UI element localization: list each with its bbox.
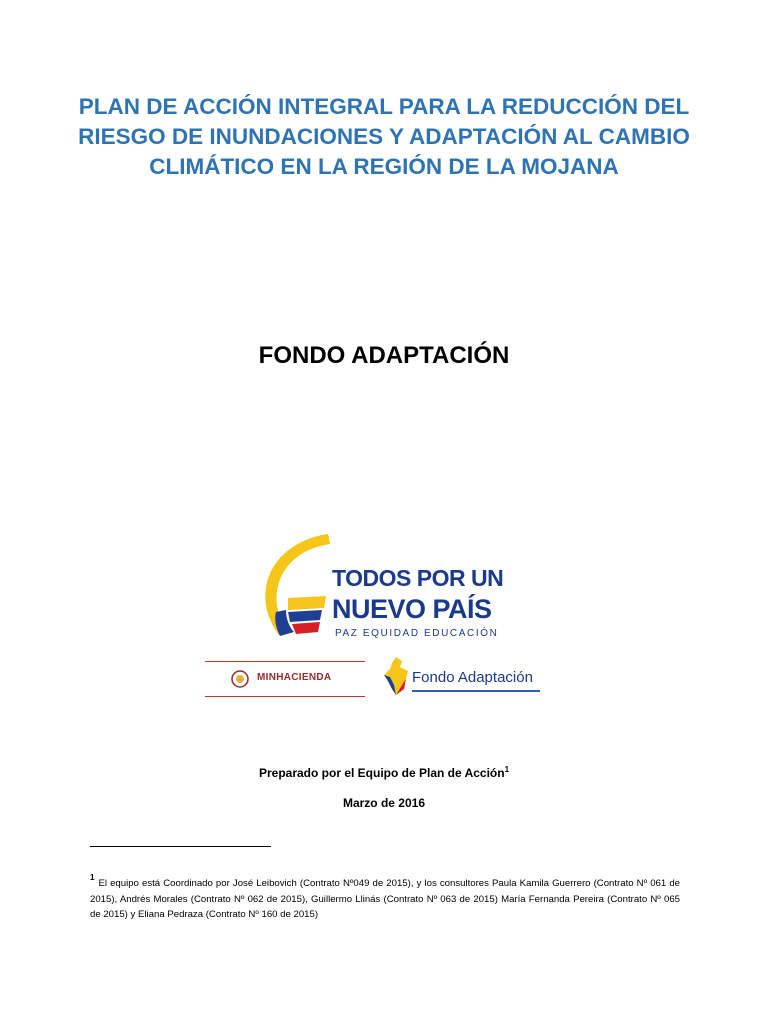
- footnote-text: El equipo está Coordinado por José Leibovich (Contrato Nº049 de 2015), y los consultores Paula Kamila Guerrero (Contrato Nº 061 de 2015), Andrés Morales (Contrato Nº 062 de 2015), Guillermo Llinás (Contrato Nº 063 de 2015) María Fernanda Pereira (Contrato Nº 065 de 2015) y Eliana Pedraza (Contrato Nº 160 de 2015): [90, 878, 680, 920]
- prepared-by: [0, 765, 768, 780]
- document-date: Marzo de 2016: [342, 796, 426, 810]
- fondo-adaptacion-label: Fondo Adaptación: [412, 669, 533, 686]
- fondo-underline: [412, 690, 540, 692]
- document-title: [60, 92, 708, 182]
- slogan-line-3: PAZ EQUIDAD EDUCACIÓN: [335, 628, 499, 639]
- fondo-adaptacion-logo: [382, 655, 542, 700]
- footnote-reference: 1: [504, 765, 510, 774]
- slogan-line-1: TODOS POR UN: [332, 565, 504, 591]
- colombia-map-icon: [382, 655, 412, 699]
- title-line-3: CLIMÁTICO EN LA REGIÓN DE LA MOJANA: [149, 154, 619, 179]
- footnote: [90, 870, 680, 923]
- slogan-line-2: NUEVO PAÍS: [332, 594, 492, 624]
- footnote-mark: 1: [90, 873, 95, 882]
- minhacienda-logo: [205, 661, 365, 697]
- footnote-separator: [90, 846, 271, 847]
- organization-heading: FONDO ADAPTACIÓN: [258, 342, 510, 369]
- title-line-1: PLAN DE ACCIÓN INTEGRAL PARA LA REDUCCIÓN DEL: [78, 94, 690, 119]
- coat-of-arms-icon: [231, 670, 249, 688]
- title-line-2: RIESGO DE INUNDACIONES Y ADAPTACIÓN AL CAMBIO: [78, 124, 690, 149]
- prepared-by-text: Preparado por el Equipo de Plan de Acción: [258, 766, 505, 780]
- minhacienda-label: MINHACIENDA: [257, 672, 332, 683]
